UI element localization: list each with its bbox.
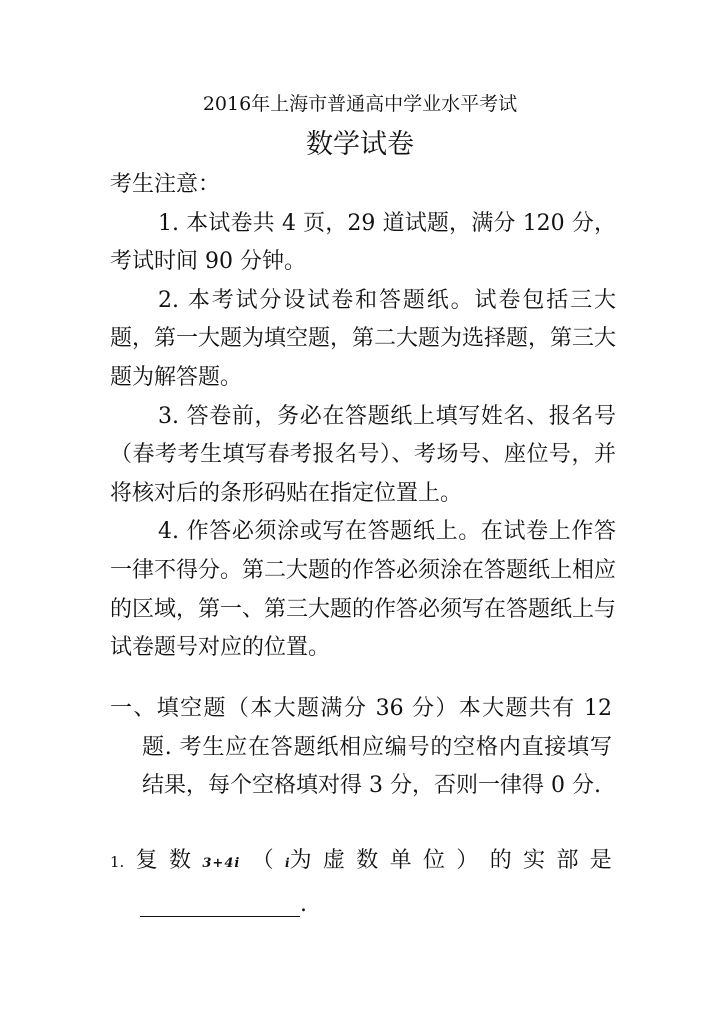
question-1-stem bbox=[110, 842, 612, 883]
question-word: 虚 bbox=[322, 848, 345, 873]
imaginary-unit-phrase bbox=[285, 842, 312, 882]
question-word: 数 bbox=[356, 848, 379, 873]
answer-blank-row bbox=[140, 893, 612, 917]
question-1 bbox=[110, 842, 612, 917]
question-word: 单 bbox=[389, 848, 412, 873]
exam-title: 2016年上海市普通高中学业水平考试 bbox=[202, 93, 518, 115]
left-paren: （ bbox=[251, 848, 274, 873]
answer-blank bbox=[140, 894, 300, 917]
notice-heading: 考生注意： bbox=[110, 172, 221, 197]
question-word: 数 bbox=[169, 848, 192, 873]
question-word: 位 bbox=[423, 848, 446, 873]
section-heading: 一、填空题（本大题满分 36 分）本大题共有 12 题. 考生应在答题纸相应编号的空格内直接填写结果，每个空格填对得 3 分，否则一律得 0 分. bbox=[110, 696, 612, 799]
question-word: 实 bbox=[523, 848, 546, 873]
right-paren: ） bbox=[456, 848, 479, 873]
candidate-notice bbox=[110, 166, 616, 668]
section-fill-in-blank bbox=[110, 690, 612, 806]
question-word: 为 bbox=[289, 848, 312, 873]
question-word: 的 bbox=[489, 848, 512, 873]
subject-title: 数学试卷 bbox=[306, 129, 414, 160]
notice-item-4: 4. 作答必须涂或写在答题纸上。在试卷上作答一律不得分。第二大题的作答必须涂在答题纸上相应的区域，第一、第三大题的作答必须写在答题纸上与试卷题号对应的位置。 bbox=[110, 519, 617, 661]
notice-item-3: 3. 答卷前，务必在答题纸上填写姓名、报名号（春考考生填写春考报名号）、考场号、座位号，并将核对后的条形码贴在指定位置上。 bbox=[110, 403, 616, 506]
question-word: 是 bbox=[589, 848, 612, 873]
complex-number-formula: 3+4i bbox=[202, 856, 241, 871]
notice-item-2: 2. 本考试分设试卷和答题纸。试卷包括三大题，第一大题为填空题，第二大题为选择题，第三大题为解答题。 bbox=[110, 287, 617, 390]
question-word: 部 bbox=[556, 848, 579, 873]
question-number: 1. bbox=[110, 853, 125, 871]
answer-blank-period: . bbox=[300, 892, 307, 917]
notice-item-1: 1. 本试卷共 4 页，29 道试题，满分 120 分，考试时间 90 分钟。 bbox=[110, 210, 616, 275]
imaginary-unit-symbol: i bbox=[285, 856, 290, 870]
question-word: 复 bbox=[135, 848, 158, 873]
